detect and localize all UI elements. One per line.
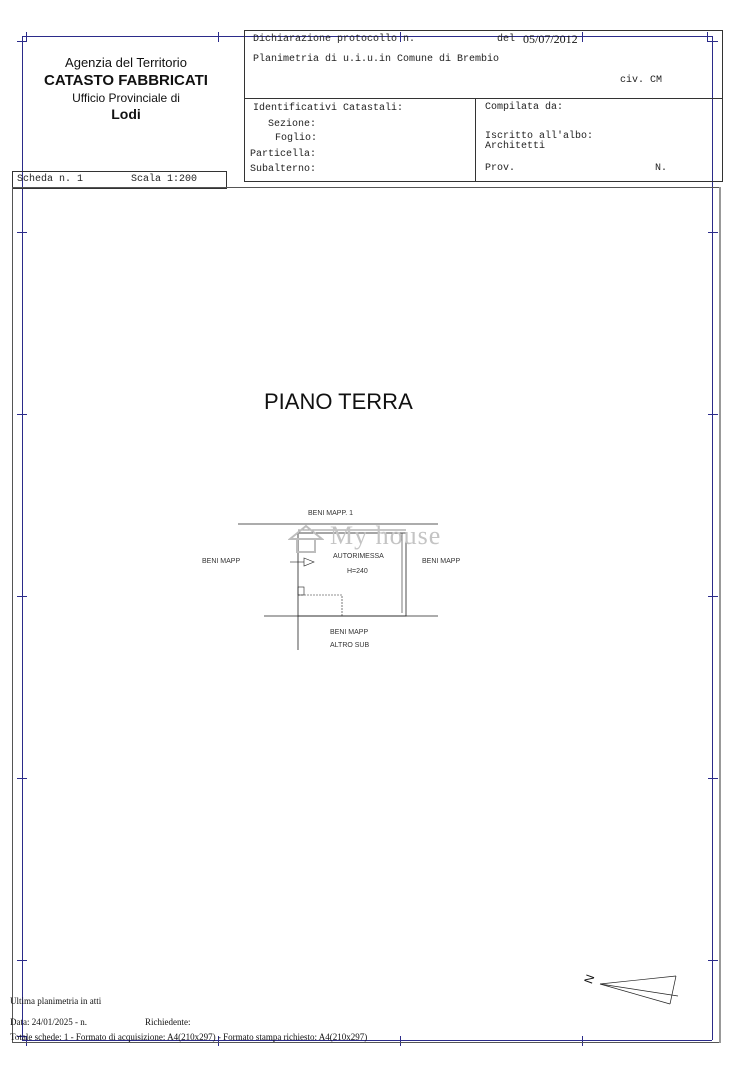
watermark: My house: [330, 521, 442, 550]
iscritto-label: Iscritto all'albo:: [485, 131, 594, 142]
agency-name: Agenzia del Territorio: [65, 55, 187, 70]
watermark-house-icon: [288, 523, 324, 555]
compilata-label: Compilata da:: [485, 102, 564, 113]
tick: [26, 32, 27, 42]
office-city: Lodi: [111, 106, 141, 122]
footer-last-plan: Ultima planimetria in atti: [10, 996, 102, 1006]
scheda-label: Scheda n. 1: [17, 174, 84, 185]
planimetria-label: Planimetria di u.i.u.in Comune di Brembio: [253, 54, 500, 65]
declaration-date: 05/07/2012: [523, 32, 578, 46]
del-label: del: [497, 34, 516, 45]
albo-value: Architetti: [485, 141, 546, 152]
garage-internal-wall: [298, 595, 342, 616]
n-label: N.: [655, 163, 668, 174]
agency-block: [30, 55, 222, 122]
subalterno-label: Subalterno:: [250, 164, 317, 175]
room-name: AUTORIMESSA: [333, 553, 384, 560]
footer-richiedente: Richiedente:: [145, 1017, 191, 1027]
identificativi-title: Identificativi Catastali:: [253, 103, 404, 114]
particella-label: Particella:: [250, 149, 317, 160]
entry-arrow-icon: [304, 558, 314, 566]
footer-totals: Totale schede: 1 - Formato di acquisizione: A4(210x297) - Formato stampa richiesto: A4(210x297): [10, 1032, 368, 1042]
dichiarazione-label: Dichiarazione protocollo n.: [253, 34, 416, 45]
scala-label: Scala 1:200: [131, 174, 198, 185]
footer-date: Data: 24/01/2025 - n.: [10, 1017, 87, 1027]
id-divider: [475, 98, 476, 182]
label-altro-sub: ALTRO SUB: [330, 642, 370, 649]
tick: [218, 32, 219, 42]
sheet-shadow: [719, 187, 721, 1043]
north-label: N: [581, 972, 598, 986]
ufficio-label: Ufficio Provinciale di: [72, 91, 180, 105]
label-beni-top: BENI MAPP. 1: [308, 510, 354, 517]
civ-label: civ. CM: [620, 75, 663, 86]
catasto-title: CATASTO FABBRICATI: [44, 72, 208, 89]
declaration-divider: [244, 98, 723, 99]
sezione-label: Sezione:: [268, 119, 317, 130]
pillar: [298, 587, 304, 595]
floor-title: PIANO TERRA: [264, 389, 413, 414]
label-beni-right: BENI MAPP: [422, 558, 461, 565]
north-arrow-icon: [596, 972, 686, 1008]
label-beni-bottom: BENI MAPP: [330, 629, 369, 636]
label-beni-left: BENI MAPP: [202, 558, 241, 565]
room-height: H=240: [347, 568, 368, 575]
prov-label: Prov.: [485, 163, 516, 174]
foglio-label: Foglio:: [275, 133, 318, 144]
